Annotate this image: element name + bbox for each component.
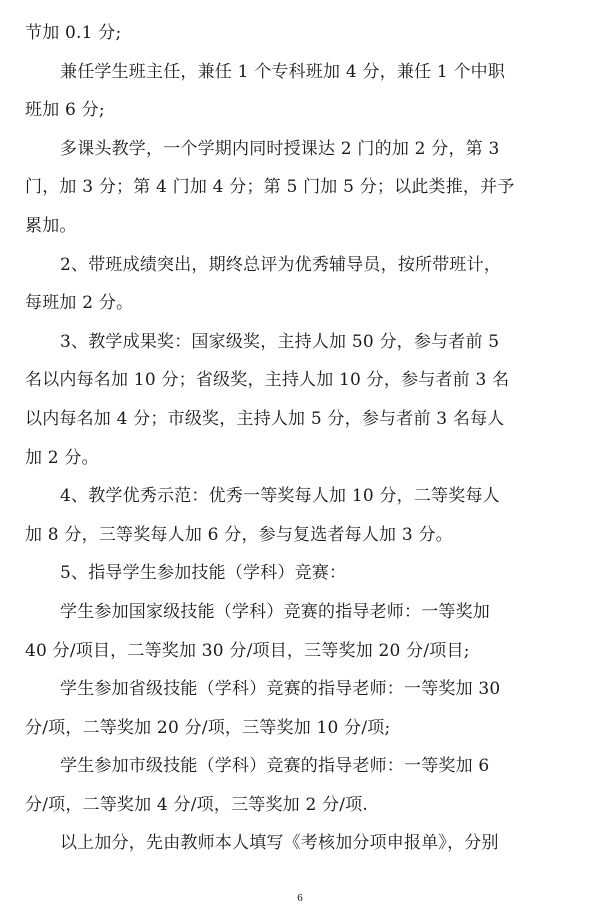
text-line: 4、教学优秀示范：优秀一等奖每人加 10 分，二等奖每人: [60, 486, 500, 507]
text-line: 累加。: [25, 215, 77, 236]
text-line: 班加 6 分;: [25, 100, 105, 121]
text-line: 多课头教学，一个学期内同时授课达 2 门的加 2 分，第 3: [60, 138, 500, 159]
body-text: [25, 14, 575, 863]
text-line: 学生参加市级技能（学科）竞赛的指导老师：一等奖加 6: [60, 756, 490, 777]
text-line: 门，加 3 分；第 4 门加 4 分；第 5 门加 5 分；以此类推，并予: [25, 177, 515, 198]
text-line: 兼任学生班主任，兼任 1 个专科班加 4 分，兼任 1 个中职: [60, 61, 506, 82]
text-line: 加 2 分。: [25, 447, 99, 468]
text-line: 分/项，二等奖加 20 分/项，三等奖加 10 分/项;: [25, 717, 391, 738]
text-line: 节加 0.1 分;: [25, 23, 122, 43]
text-line: 以内每名加 4 分；市级奖，主持人加 5 分，参与者前 3 名每人: [25, 408, 505, 429]
text-line: 名以内每名加 10 分；省级奖，主持人加 10 分，参与者前 3 名: [25, 370, 510, 391]
text-line: 加 8 分，三等奖每人加 6 分，参与复选者每人加 3 分。: [25, 524, 453, 545]
text-line: 5、指导学生参加技能（学科）竞赛：: [60, 563, 347, 584]
text-line: 2、带班成绩突出，期终总评为优秀辅导员，按所带班计，: [60, 254, 502, 275]
text-line: 以上加分，先由教师本人填写《考核加分项申报单》，分别: [60, 833, 499, 854]
text-line: 3、教学成果奖：国家级奖，主持人加 50 分，参与者前 5: [60, 331, 500, 352]
text-line: 学生参加国家级技能（学科）竞赛的指导老师：一等奖加: [60, 601, 490, 622]
text-line: 学生参加省级技能（学科）竞赛的指导老师：一等奖加 30: [60, 679, 501, 700]
text-line: 40 分/项目，二等奖加 30 分/项目，三等奖加 20 分/项目;: [25, 640, 470, 661]
text-line: 每班加 2 分。: [25, 293, 134, 314]
page-number: 6: [297, 892, 303, 904]
text-line: 分/项，二等奖加 4 分/项，三等奖加 2 分/项.: [25, 794, 369, 815]
